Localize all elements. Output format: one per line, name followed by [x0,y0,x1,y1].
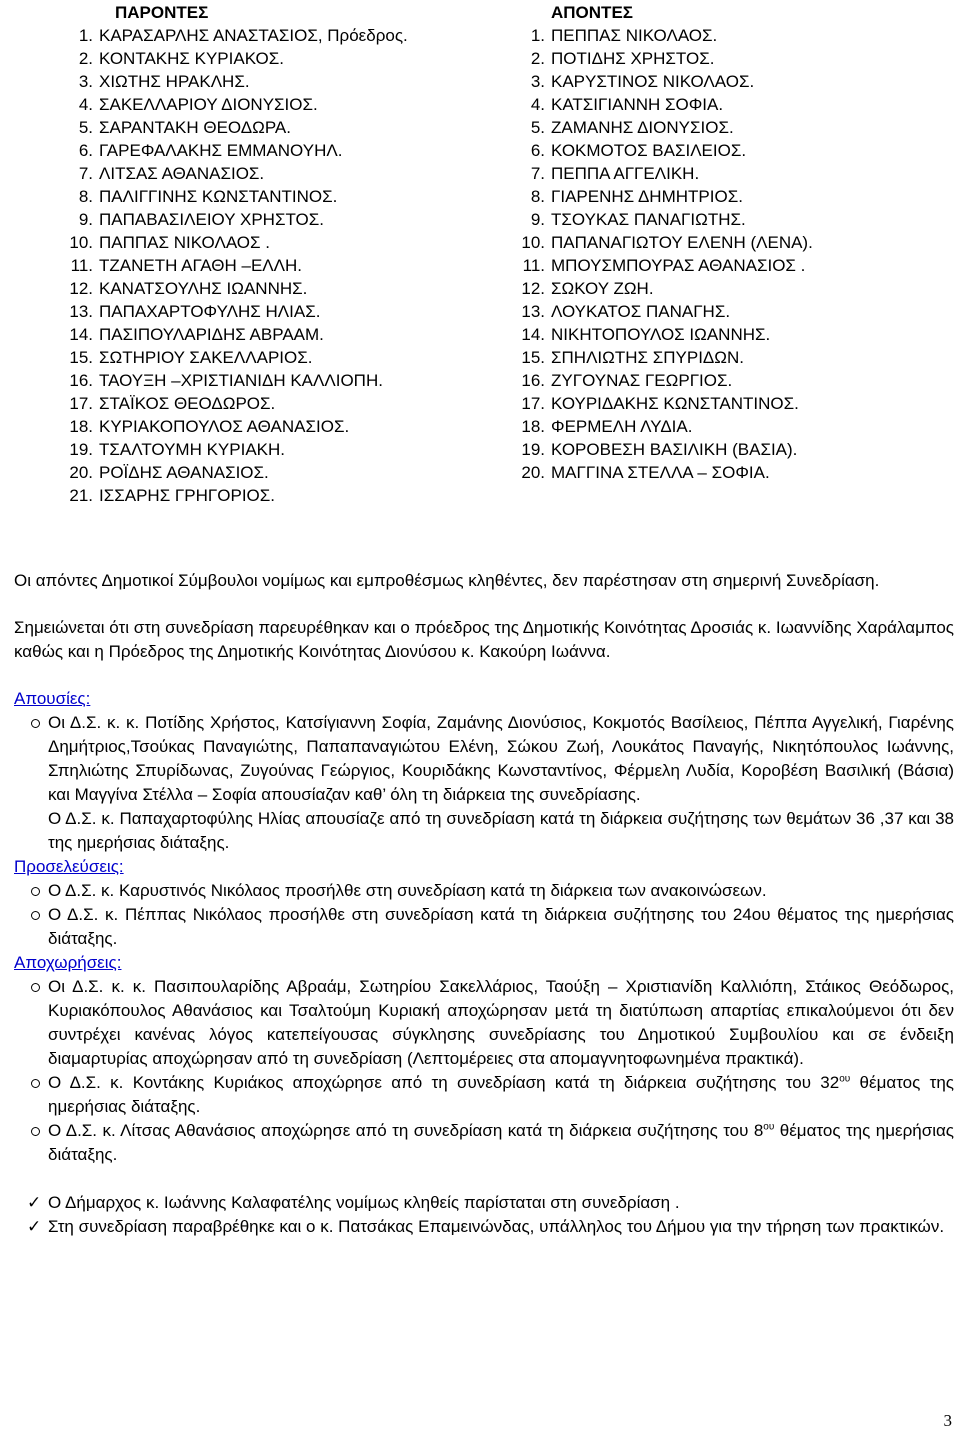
item-number: 13. [521,302,545,321]
item-number: 6. [78,141,93,160]
list-item [520,162,950,185]
notes-list [14,1191,954,1239]
member-name: ΚΑΤΣΙΓΙΑΝΝΗ ΣΟΦΙΑ. [551,95,724,114]
list-item [520,24,950,47]
member-name: ΣΠΗΛΙΩΤΗΣ ΣΠΥΡΙΔΩΝ. [551,348,744,367]
list-item [35,254,515,277]
item-number: 20. [69,463,93,482]
checkmark-icon: ✓ [27,1193,42,1212]
list-item [14,1119,954,1167]
item-number: 13. [69,302,93,321]
item-number: 9. [78,210,93,229]
bullet-icon [31,719,40,728]
list-item [520,208,950,231]
member-name: ΠΑΠΠΑΣ ΝΙΚΟΛΑΟΣ . [99,233,270,252]
member-name: ΠΕΠΠΑΣ ΝΙΚΟΛΑΟΣ. [551,26,718,45]
item-number: 4. [530,95,545,114]
departures-item-text: Ο Δ.Σ. κ. Λίτσας Αθανάσιος αποχώρησε από τη συνεδρίαση κατά τη διάρκεια συζήτησης του 8 [48,1121,764,1140]
item-number: 19. [69,440,93,459]
list-item [520,254,950,277]
list-item [14,711,954,807]
list-item [520,415,950,438]
list-item [35,438,515,461]
absences-item-text: Οι Δ.Σ. κ. κ. Ποτίδης Χρήστος, Κατσίγιαννη Σοφία, Ζαμάνης Διονύσιος, Κοκμοτός Βασίλειος, Πέππα Αγγελική, Γιαρένης Δημήτριος,Τσούκας Παναγιώτης, Παπαπαναγιώτου Ελένη, Σώκου Ζωή, Λουκάτος Παναγής, Νικητόπουλος Ιωάννης, Σπηλιώτης Σπυρίδωνας, Ζυγούνας Γεώργιος, Κουριδάκης Κωνσταντίνος, Φέρμελη Λυδία, Κοροβέση Βασιλική (Βάσια) και Μαγγίνα Στέλλα – Σοφία απουσίαζαν καθ’ όλη τη διάρκεια της συνεδρίασης. [48,713,954,804]
item-number: 3. [530,72,545,91]
departures-item-text: Οι Δ.Σ. κ. κ. Πασιπουλαρίδης Αβραάμ, Σωτηρίου Σακελλάριος, Ταούξη – Χριστιανίδη Καλλιόπη, Στάικος Θεόδωρος, Κυριακόπουλος Αθανάσιος και Τσαλτούμη Κυριακή αποχώρησαν μετά τη διατύπωση απαρτίας επικαλούμενοι ότι δεν συντρέχει κανένας λόγος κατεπείγουσας σύγκλησης συνεδρίασης του Δημοτικού Συμβουλίου και σε ένδειξη διαμαρτυρίας αποχώρησαν από τη συνεδρίαση (Λεπτομέρειες στα απομαγνητοφωνημένα πρακτικά). [48,977,954,1068]
absences-list [14,711,954,807]
list-item [35,116,515,139]
list-item [35,300,515,323]
note-text: Ο Δήμαρχος κ. Ιωάννης Καλαφατέλης νομίμως κληθείς παρίσταται στη συνεδρίαση . [48,1193,680,1212]
member-name: ΚΟΚΜΟΤΟΣ ΒΑΣΙΛΕΙΟΣ. [551,141,747,160]
list-item [520,369,950,392]
list-item [520,231,950,254]
item-number: 1. [530,26,545,45]
present-column [35,2,515,507]
member-name: ΚΟΝΤΑΚΗΣ ΚΥΡΙΑΚΟΣ. [99,49,284,68]
list-item [35,323,515,346]
list-item [35,461,515,484]
item-number: 10. [69,233,93,252]
list-item [35,484,515,507]
item-number: 4. [78,95,93,114]
list-item [35,231,515,254]
list-item [14,1191,954,1215]
list-item [520,185,950,208]
departures-heading: Αποχωρήσεις: [14,953,122,972]
item-number: 18. [69,417,93,436]
item-number: 15. [521,348,545,367]
member-name: ΚΟΡΟΒΕΣΗ ΒΑΣΙΛΙΚΗ (ΒΑΣΙΑ). [551,440,798,459]
list-item [35,93,515,116]
list-item [14,1215,954,1239]
item-number: 19. [521,440,545,459]
departures-item-text: θέματος της ημερήσιας διάταξης. [48,1121,954,1164]
list-item [35,415,515,438]
member-name: ΖΥΓΟΥΝΑΣ ΓΕΩΡΓΙΟΣ. [551,371,733,390]
member-name: ΣΑΚΕΛΛΑΡΙΟΥ ΔΙΟΝΥΣΙΟΣ. [99,95,318,114]
member-name: ΤΖΑΝΕΤΗ ΑΓΑΘΗ –ΕΛΛΗ. [99,256,303,275]
absent-column [520,2,950,484]
item-number: 5. [78,118,93,137]
list-item [520,93,950,116]
bullet-icon [31,887,40,896]
item-number: 15. [69,348,93,367]
member-name: ΚΟΥΡΙΔΑΚΗΣ ΚΩΝΣΤΑΝΤΙΝΟΣ. [551,394,799,413]
ordinal-suffix: ου [763,1121,775,1133]
bullet-icon [31,1127,40,1136]
item-number: 7. [530,164,545,183]
member-name: ΠΑΣΙΠΟΥΛΑΡΙΔΗΣ ΑΒΡΑΑΜ. [99,325,324,344]
list-item [520,323,950,346]
item-number: 20. [521,463,545,482]
minutes-body [14,569,954,1239]
item-number: 17. [69,394,93,413]
list-item [14,1071,954,1119]
member-name: ΤΣΟΥΚΑΣ ΠΑΝΑΓΙΩΤΗΣ. [551,210,746,229]
absent-heading: ΑΠΟΝΤΕΣ [551,3,633,22]
member-name: ΠΑΛΙΓΓΙΝΗΣ ΚΩΝΣΤΑΝΤΙΝΟΣ. [99,187,338,206]
ordinal-suffix: ου [839,1073,851,1085]
list-item [35,47,515,70]
bullet-icon [31,983,40,992]
arrivals-item-text: Ο Δ.Σ. κ. Καρυστινός Νικόλαος προσήλθε στη συνεδρίαση κατά τη διάρκεια των ανακοινώσεων. [48,881,767,900]
item-number: 16. [521,371,545,390]
list-item [14,975,954,1071]
absences-heading: Απουσίες: [14,689,91,708]
item-number: 14. [521,325,545,344]
list-item [520,47,950,70]
arrivals-heading: Προσελεύσεις: [14,857,124,876]
page-number: 3 [943,1411,952,1430]
bullet-icon [31,1079,40,1088]
member-name: ΛΟΥΚΑΤΟΣ ΠΑΝΑΓΗΣ. [551,302,731,321]
arrivals-list [14,879,954,951]
item-number: 5. [530,118,545,137]
list-item [520,70,950,93]
item-number: 12. [521,279,545,298]
present-list [35,24,515,507]
member-name: ΚΑΡΑΣΑΡΛΗΣ ΑΝΑΣΤΑΣΙΟΣ, Πρόεδρος. [99,26,408,45]
list-item [35,208,515,231]
departures-item-text: Ο Δ.Σ. κ. Κοντάκης Κυριάκος αποχώρησε από τη συνεδρίαση κατά τη διάρκεια συζήτησης του 32 [48,1073,840,1092]
item-number: 11. [522,256,545,275]
bullet-icon [31,911,40,920]
list-item [35,277,515,300]
present-heading: ΠΑΡΟΝΤΕΣ [115,3,209,22]
member-name: ΠΑΠΑΧΑΡΤΟΦΥΛΗΣ ΗΛΙΑΣ. [99,302,321,321]
member-name: ΓΑΡΕΦΑΛΑΚΗΣ ΕΜΜΑΝΟΥΗΛ. [99,141,343,160]
item-number: 10. [521,233,545,252]
list-item [35,139,515,162]
member-name: ΡΟΪΔΗΣ ΑΘΑΝΑΣΙΟΣ. [99,463,269,482]
list-item [520,392,950,415]
list-item [520,116,950,139]
item-number: 12. [69,279,93,298]
member-name: ΜΑΓΓΙΝΑ ΣΤΕΛΛΑ – ΣΟΦΙΑ. [551,463,770,482]
member-name: ΠΟΤΙΔΗΣ ΧΡΗΣΤΟΣ. [551,49,715,68]
list-item [14,903,954,951]
absences-sub-text: Ο Δ.Σ. κ. Παπαχαρτοφύλης Ηλίας απουσίαζε από τη συνεδρίαση κατά τη διάρκεια συζήτησης των θεμάτων 36 ,37 και 38 της ημερήσιας διάταξης. [48,809,954,852]
member-name: ΣΤΑΪΚΟΣ ΘΕΟΔΩΡΟΣ. [99,394,276,413]
item-number: 8. [530,187,545,206]
departures-list [14,975,954,1167]
item-number: 8. [78,187,93,206]
note-text: Στη συνεδρίαση παραβρέθηκε και ο κ. Πατσάκας Επαμεινώνδας, υπάλληλος του Δήμου για την τήρηση των πρακτικών. [48,1217,945,1236]
member-name: ΚΑΝΑΤΣΟΥΛΗΣ ΙΩΑΝΝΗΣ. [99,279,308,298]
member-name: ΙΣΣΑΡΗΣ ΓΡΗΓΟΡΙΟΣ. [99,486,276,505]
list-item [520,438,950,461]
list-item [520,461,950,484]
list-item [35,346,515,369]
absent-notice-paragraph: Οι απόντες Δημοτικοί Σύμβουλοι νομίμως και εμπροθέσμως κληθέντες, δεν παρέστησαν στη σημερινή Συνεδρίαση. [14,571,880,590]
list-item [520,139,950,162]
item-number: 17. [521,394,545,413]
list-item [520,300,950,323]
member-name: ΤΣΑΛΤΟΥΜΗ ΚΥΡΙΑΚΗ. [99,440,285,459]
list-item [35,162,515,185]
member-name: ΜΠΟΥΣΜΠΟΥΡΑΣ ΑΘΑΝΑΣΙΟΣ . [551,256,806,275]
item-number: 11. [70,256,93,275]
list-item [520,277,950,300]
item-number: 1. [78,26,93,45]
absent-list [520,24,950,484]
item-number: 9. [530,210,545,229]
item-number: 14. [69,325,93,344]
departures-item-text: θέματος της ημερήσιας διάταξης. [48,1073,954,1116]
member-name: ΠΑΠΑΝΑΓΙΩΤΟΥ ΕΛΕΝΗ (ΛΕΝΑ). [551,233,813,252]
member-name: ΖΑΜΑΝΗΣ ΔΙΟΝΥΣΙΟΣ. [551,118,734,137]
checkmark-icon: ✓ [27,1217,42,1236]
member-name: ΣΩΚΟΥ ΖΩΗ. [551,279,654,298]
member-name: ΚΑΡΥΣΤΙΝΟΣ ΝΙΚΟΛΑΟΣ. [551,72,755,91]
list-item [35,70,515,93]
item-number: 3. [78,72,93,91]
member-name: ΧΙΩΤΗΣ ΗΡΑΚΛΗΣ. [99,72,250,91]
member-name: ΤΑΟΥΞΗ –ΧΡΙΣΤΙΑΝΙΔΗ ΚΑΛΛΙΟΠΗ. [99,371,383,390]
member-name: ΠΕΠΠΑ ΑΓΓΕΛΙΚΗ. [551,164,700,183]
item-number: 16. [69,371,93,390]
member-name: ΣΩΤΗΡΙΟΥ ΣΑΚΕΛΛΑΡΙΟΣ. [99,348,313,367]
member-name: ΣΑΡΑΝΤΑΚΗ ΘΕΟΔΩΡΑ. [99,118,291,137]
member-name: ΦΕΡΜΕΛΗ ΛΥΔΙΑ. [551,417,693,436]
presidents-paragraph: Σημειώνεται ότι στη συνεδρίαση παρευρέθηκαν και ο πρόεδρος της Δημοτικής Κοινότητας Δροσιάς κ. Ιωαννίδης Χαράλαμπος καθώς και η Πρόεδρος της Δημοτικής Κοινότητας Διονύσου κ. Κακούρη Ιωάννα. [14,618,954,661]
member-name: ΠΑΠΑΒΑΣΙΛΕΙΟΥ ΧΡΗΣΤΟΣ. [99,210,324,229]
item-number: 18. [521,417,545,436]
item-number: 2. [78,49,93,68]
item-number: 7. [78,164,93,183]
member-name: ΛΙΤΣΑΣ ΑΘΑΝΑΣΙΟΣ. [99,164,265,183]
arrivals-item-text: Ο Δ.Σ. κ. Πέππας Νικόλαος προσήλθε στη συνεδρίαση κατά τη διάρκεια συζήτησης του 24ου θέματος της ημερήσιας διάταξης. [48,905,954,948]
member-name: ΝΙΚΗΤΟΠΟΥΛΟΣ ΙΩΑΝΝΗΣ. [551,325,771,344]
member-name: ΚΥΡΙΑΚΟΠΟΥΛΟΣ ΑΘΑΝΑΣΙΟΣ. [99,417,350,436]
item-number: 6. [530,141,545,160]
member-name: ΓΙΑΡΕΝΗΣ ΔΗΜΗΤΡΙΟΣ. [551,187,743,206]
list-item [35,24,515,47]
list-item [14,879,954,903]
item-number: 2. [530,49,545,68]
list-item [35,185,515,208]
list-item [35,392,515,415]
item-number: 21. [69,486,93,505]
list-item [520,346,950,369]
list-item [35,369,515,392]
